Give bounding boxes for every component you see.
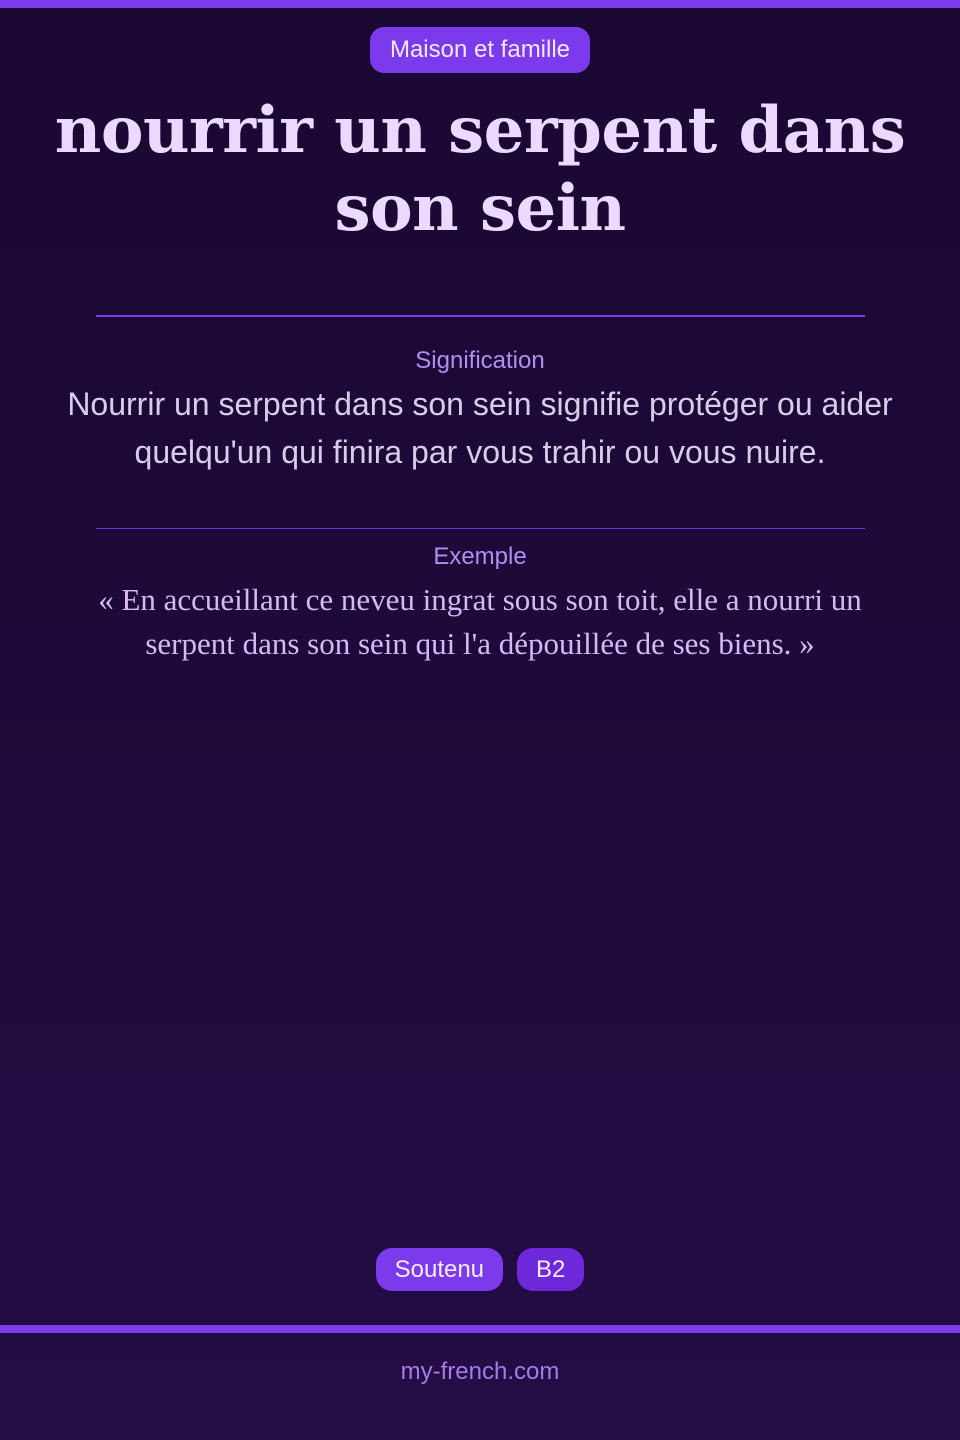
category-badge: Maison et famille: [370, 27, 590, 73]
expression-title: nourrir un serpent dans son sein: [54, 93, 906, 246]
footer-site: my-french.com: [400, 1358, 560, 1385]
level-tag: B2: [517, 1248, 584, 1291]
meaning-text: Nourrir un serpent dans son sein signifie protéger ou aider quelqu'un qui finira par vous trahir ou vous nuire.: [67, 386, 893, 470]
divider-middle: [96, 528, 865, 529]
example-text: « En accueillant ce neveu ingrat sous son toit, elle a nourri un serpent dans son sein qui l'a dépouillée de ses biens. »: [98, 582, 862, 661]
divider-top: [96, 315, 865, 317]
tag-group: [0, 1248, 960, 1291]
top-accent-bar: [0, 0, 960, 8]
register-tag: Soutenu: [376, 1248, 503, 1291]
bottom-accent-bar: [0, 1325, 960, 1333]
meaning-label: Signification: [415, 347, 545, 374]
example-label: Exemple: [433, 543, 527, 570]
